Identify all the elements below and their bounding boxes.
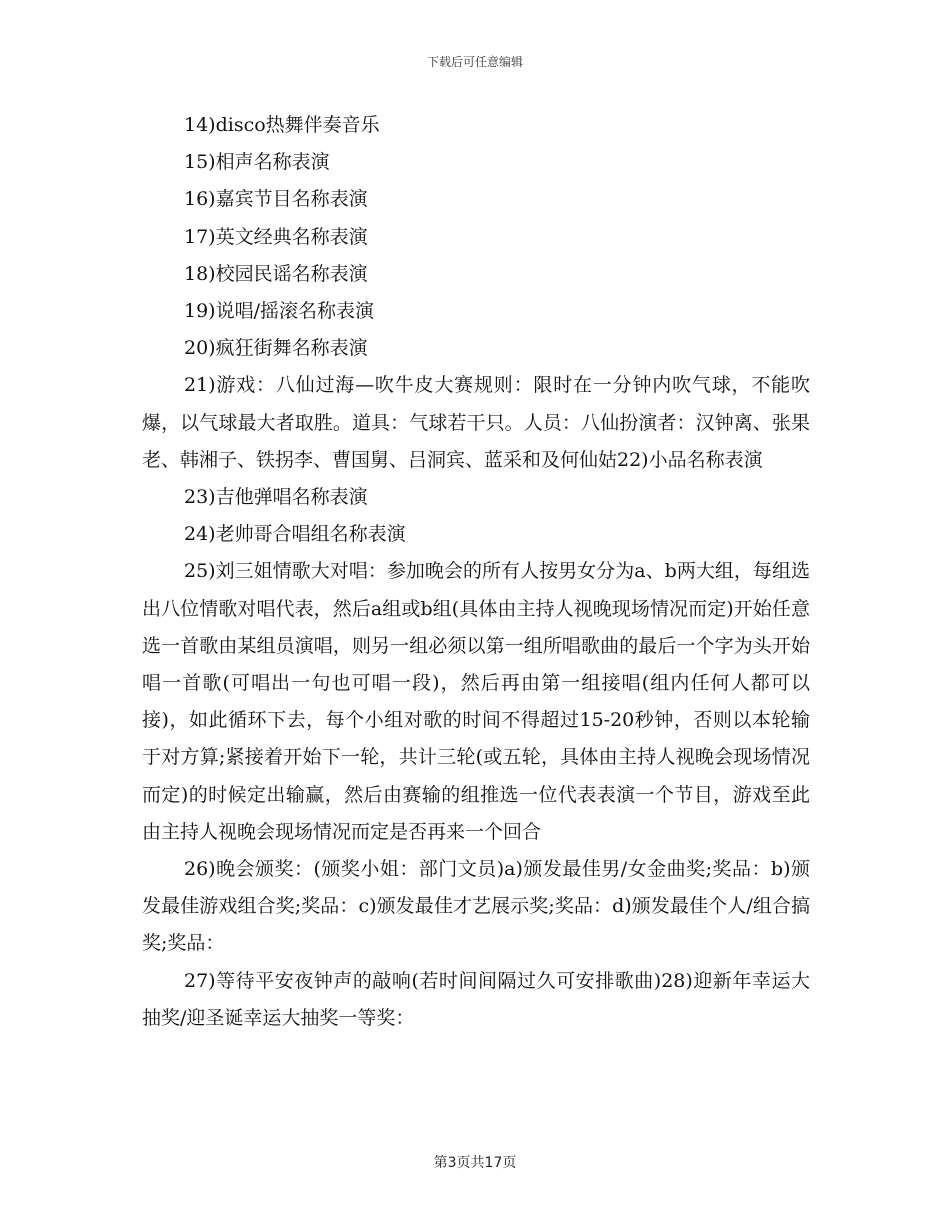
paragraph-20: 20)疯狂街舞名称表演 bbox=[184, 337, 368, 360]
paragraph-25: 25)刘三姐情歌大对唱：参加晚会的所有人按男女分为a、b两大组，每组选出八位情歌对唱代表，然后a组或b组(具体由主持人视晚现场情况而定)开始任意选一首歌由某组员演唱，则另一组必须以第一组所唱歌曲的最后一个字为头开始唱一首歌(可唱出一句也可唱一段)，然后再由第一组接唱(组内任何人都可以接)，如此循环下去，每个小组对歌的时间不得超过15-20秒钟，否则以本轮输于对方算;紧接着开始下一轮，共计三轮(或五轮，具体由主持人视晚会现场情况而定)的时候定出输赢，然后由赛输的组推选一位代表表演一个节目，游戏至此由主持人视晚会现场情况而定是否再来一个回合 bbox=[142, 560, 810, 843]
paragraph-24: 24)老帅哥合唱组名称表演 bbox=[184, 523, 406, 546]
paragraph-18: 18)校园民谣名称表演 bbox=[184, 262, 368, 285]
paragraph-17: 17)英文经典名称表演 bbox=[184, 225, 368, 248]
document-body bbox=[142, 107, 810, 1037]
paragraph-16: 16)嘉宾节目名称表演 bbox=[184, 188, 368, 211]
paragraph-14: 14)disco热舞伴奏音乐 bbox=[184, 114, 380, 136]
page-header: 下载后可任意编辑 bbox=[426, 55, 523, 69]
paragraph-19: 19)说唱/摇滚名称表演 bbox=[184, 300, 374, 323]
paragraph-23: 23)吉他弹唱名称表演 bbox=[184, 486, 368, 509]
paragraph-15: 15)相声名称表演 bbox=[184, 151, 330, 174]
paragraph-21: 21)游戏：八仙过海—吹牛皮大赛规则：限时在一分钟内吹气球，不能吹爆，以气球最大者取胜。道具：气球若干只。人员：八仙扮演者：汉钟离、张果老、韩湘子、铁拐李、曹国舅、吕洞宾、蓝采和及何仙姑22)小品名称表演 bbox=[142, 374, 810, 471]
page-footer: 第3页共17页 bbox=[433, 1155, 517, 1171]
paragraph-27: 27)等待平安夜钟声的敲响(若时间间隔过久可安排歌曲)28)迎新年幸运大抽奖/迎圣诞幸运大抽奖一等奖： bbox=[142, 969, 810, 1029]
paragraph-26: 26)晚会颁奖：(颁奖小姐：部门文员)a)颁发最佳男/女金曲奖;奖品：b)颁发最佳游戏组合奖;奖品：c)颁发最佳才艺展示奖;奖品：d)颁发最佳个人/组合搞奖;奖品： bbox=[142, 858, 810, 955]
